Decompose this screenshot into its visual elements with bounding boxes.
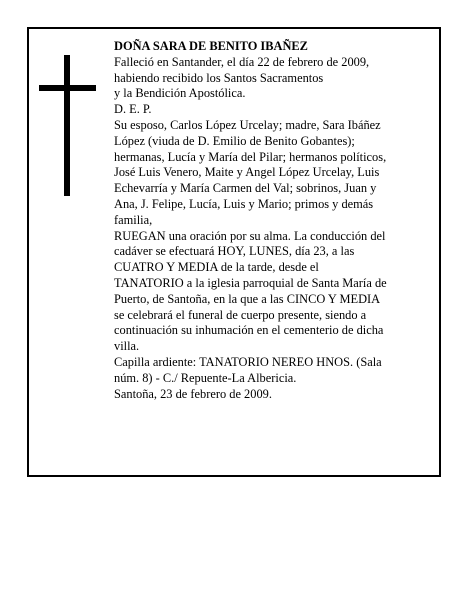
text-line: cadáver se efectuará HOY, LUNES, día 23, a las xyxy=(114,244,355,259)
text-line: Ana, J. Felipe, Lucía, Luis y Mario; primos y demás xyxy=(114,196,374,211)
text-line: Santoña, 23 de febrero de 2009. xyxy=(114,386,272,401)
text-line: Echevarría y María Carmen del Val; sobrinos, Juan y xyxy=(114,181,377,196)
text-line: hermanas, Lucía y María del Pilar; hermanos políticos, xyxy=(114,149,387,164)
text-line: José Luis Venero, Maite y Angel López Urcelay, Luis xyxy=(114,165,380,180)
text-line: Su esposo, Carlos López Urcelay; madre, Sara Ibáñez xyxy=(114,117,381,132)
text-line: Capilla ardiente: TANATORIO NEREO HNOS. (Sala xyxy=(114,354,382,369)
text-line: Puerto, de Santoña, en la que a las CINCO Y MEDIA xyxy=(114,291,381,306)
latin-cross-icon-bar xyxy=(39,85,96,91)
text-line: se celebrará el funeral de cuerpo presente, siendo a xyxy=(114,307,367,322)
text-line: continuación su inhumación en el cementerio de dicha xyxy=(114,323,384,338)
obituary-text xyxy=(114,39,428,402)
text-line: habiendo recibido los Santos Sacramentos xyxy=(114,70,324,85)
text-line: familia, xyxy=(114,212,153,227)
text-line: TANATORIO a la iglesia parroquial de Santa María de xyxy=(114,275,387,290)
text-line: CUATRO Y MEDIA de la tarde, desde el xyxy=(114,260,319,275)
text-line: López (viuda de D. Emilio de Benito Gobantes); xyxy=(114,133,355,148)
latin-cross-icon xyxy=(64,55,70,196)
text-line: Falleció en Santander, el día 22 de febrero de 2009, xyxy=(114,54,370,69)
deceased-name-heading: DOÑA SARA DE BENITO IBAÑEZ xyxy=(114,39,308,53)
text-line: villa. xyxy=(114,339,140,354)
text-line: y la Bendición Apostólica. xyxy=(114,86,246,101)
text-line: RUEGAN una oración por su alma. La conducción del xyxy=(114,228,386,243)
text-line: D. E. P. xyxy=(114,102,152,117)
text-line: núm. 8) - C./ Repuente-La Albericia. xyxy=(114,370,297,385)
